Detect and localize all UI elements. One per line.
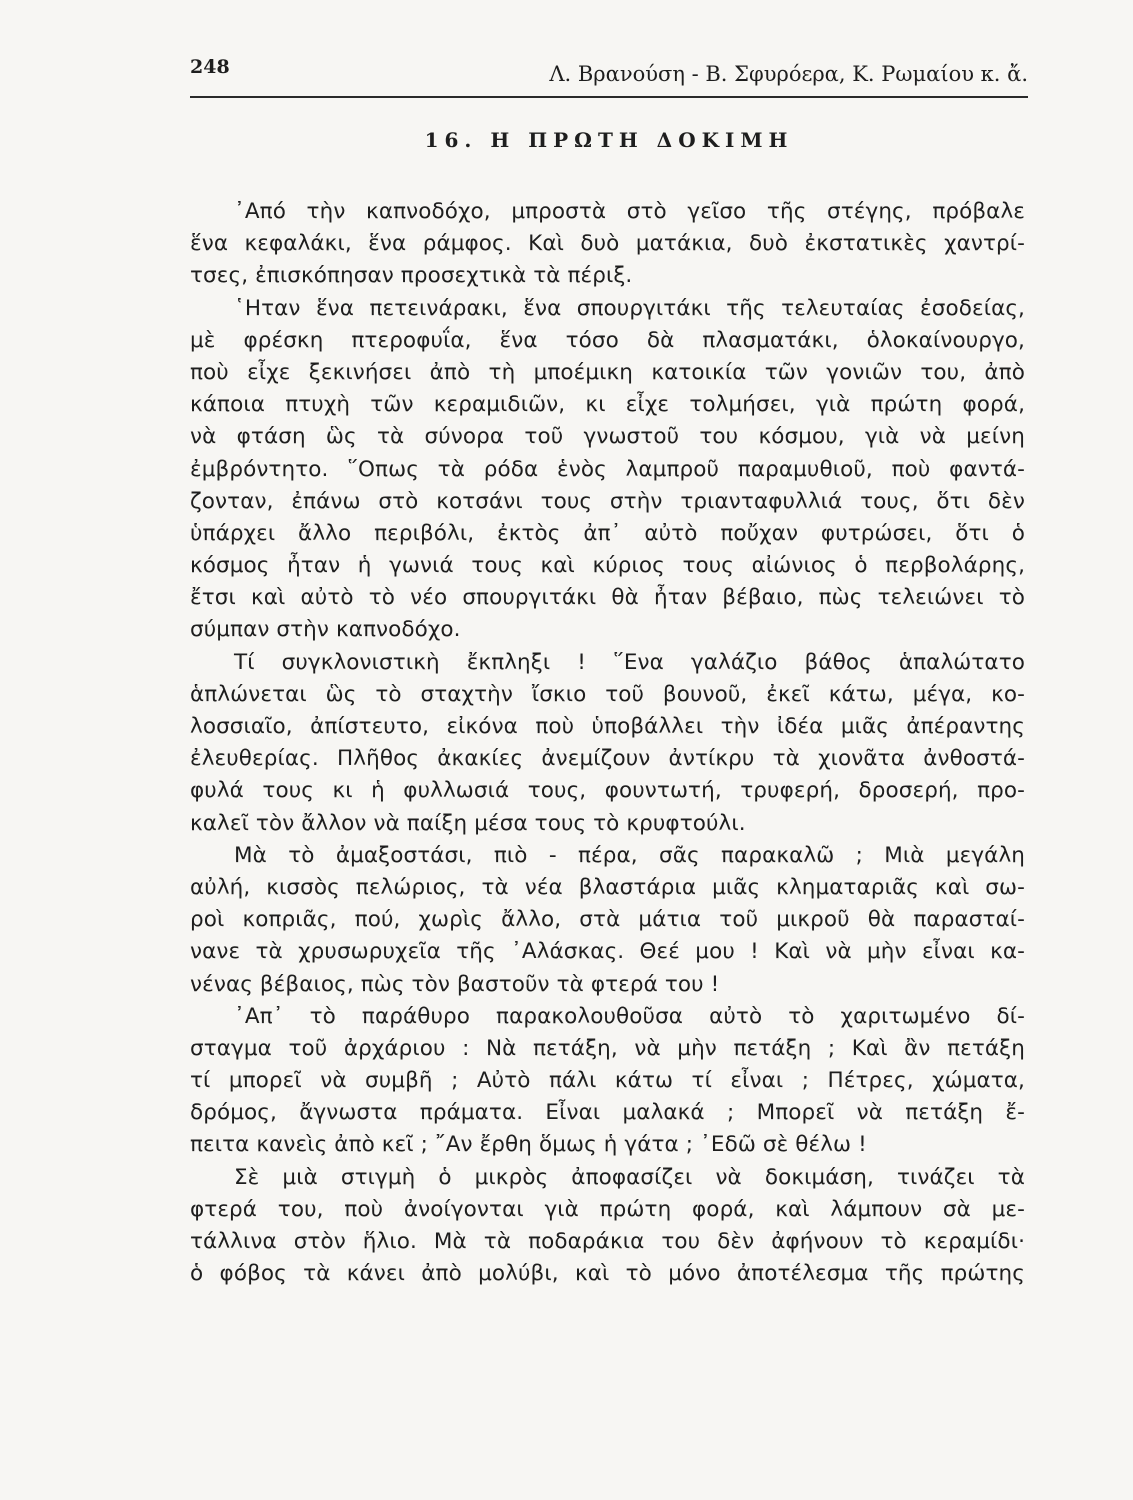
- page-header: [190, 52, 1028, 98]
- text-line: ῾Ηταν ἕνα πετεινάρακι, ἕνα σπουργιτάκι τῆς τελευταίας ἐσοδείας,: [234, 295, 1025, 321]
- text-line: δρόμος, ἄγνωστα πράματα. Εἶναι μαλακά ; Μπορεῖ νὰ πετάξη ἔ-: [190, 1100, 1025, 1126]
- text-line: φυλά τους κι ἡ φυλλωσιά τους, φουντωτή, τρυφερή, δροσερή, προ-: [190, 778, 1025, 804]
- text-line: κόσμος ἦταν ἡ γωνιά τους καὶ κύριος τους αἰώνιος ὁ περβολάρης,: [190, 553, 1025, 579]
- text-line: τάλλινα στὸν ἥλιο. Μὰ τὰ ποδαράκια του δὲν ἀφήνουν τὸ κεραμίδι·: [190, 1229, 1025, 1254]
- text-line: σταγμα τοῦ ἀρχάριου : Νὰ πετάξη, νὰ μὴν πετάξη ; Καὶ ἂν πετάξη: [190, 1035, 1025, 1061]
- text-line: τσες, ἐπισκόπησαν προσεχτικὰ τὰ πέριξ.: [190, 263, 633, 289]
- text-line: Τί συγκλονιστικὴ ἔκπληξι ! ῞Ενα γαλάζιο βάθος ἁπαλώτατο: [234, 649, 1025, 675]
- text-line: μὲ φρέσκη πτεροφυΐα, ἕνα τόσο δὰ πλασματάκι, ὁλοκαίνουργο,: [190, 327, 1025, 353]
- text-line: ᾿Απ᾿ τὸ παράθυρο παρακολουθοῦσα αὐτὸ τὸ χαριτωμένο δί-: [234, 1003, 1025, 1029]
- text-line: ζονταν, ἐπάνω στὸ κοτσάνι τους στὴν τριανταφυλλιά τους, ὅτι δὲν: [190, 488, 1025, 514]
- text-line: ὁ φόβος τὰ κάνει ἀπὸ μολύβι, καὶ τὸ μόνο ἀποτέλεσμα τῆς πρώτης: [190, 1261, 1025, 1287]
- text-line: ἔτσι καὶ αὐτὸ τὸ νέο σπουργιτάκι θὰ ἦταν βέβαιο, πὼς τελειώνει τὸ: [190, 585, 1025, 611]
- text-line: αὐλή, κισσὸς πελώριος, τὰ νέα βλαστάρια μιᾶς κληματαριᾶς καὶ σω-: [190, 874, 1025, 900]
- text-line: Σὲ μιὰ στιγμὴ ὁ μικρὸς ἀποφασίζει νὰ δοκιμάση, τινάζει τὰ: [234, 1164, 1025, 1190]
- text-line: ἐλευθερίας. Πλῆθος ἀκακίες ἀνεμίζουν ἀντίκρυ τὰ χιονᾶτα ἀνθοστά-: [190, 746, 1025, 772]
- chapter-title: 16. Η ΠΡΩΤΗ ΔΟΚΙΜΗ: [424, 128, 794, 152]
- text-line: ποὺ εἶχε ξεκινήσει ἀπὸ τὴ μποέμικη κατοικία τῶν γονιῶν του, ἀπὸ: [190, 359, 1025, 385]
- text-line: νανε τὰ χρυσωρυχεῖα τῆς ᾿Αλάσκας. Θεέ μου ! Καὶ νὰ μὴν εἶναι κα-: [190, 939, 1025, 965]
- text-line: Μὰ τὸ ἀμαξοστάσι, πιὸ - πέρα, σᾶς παρακαλῶ ; Μιὰ μεγάλη: [234, 842, 1025, 868]
- text-line: ἐμβρόντητο. ῞Οπως τὰ ρόδα ἑνὸς λαμπροῦ παραμυθιοῦ, ποὺ φαντά-: [190, 456, 1025, 482]
- text-line: φτερά του, ποὺ ἀνοίγονται γιὰ πρώτη φορά, καὶ λάμπουν σὰ με-: [190, 1196, 1025, 1222]
- text-line: κάποια πτυχὴ τῶν κεραμιδιῶν, κι εἶχε τολμήσει, γιὰ πρώτη φορά,: [190, 392, 1025, 418]
- text-line: ἕνα κεφαλάκι, ἕνα ράμφος. Καὶ δυὸ ματάκια, δυὸ ἐκστατικὲς χαντρί-: [190, 231, 1025, 257]
- text-line: νὰ φτάση ὣς τὰ σύνορα τοῦ γνωστοῦ του κόσμου, γιὰ νὰ μείνη: [190, 424, 1025, 450]
- text-line: ἁπλώνεται ὣς τὸ σταχτὴν ἴσκιο τοῦ βουνοῦ, ἐκεῖ κάτω, μέγα, κο-: [190, 681, 1025, 707]
- text-line: λοσσιαῖο, ἀπίστευτο, εἰκόνα ποὺ ὑποβάλλει τὴν ἰδέα μιᾶς ἀπέραντης: [190, 714, 1025, 739]
- running-head: Λ. Βρανούση - Β. Σφυρόερα, Κ. Ρωμαίου κ. ἄ.: [549, 62, 1028, 86]
- text-line: ροὶ κοπριᾶς, πού, χωρὶς ἄλλο, στὰ μάτια τοῦ μικροῦ θὰ παρασταί-: [190, 907, 1025, 933]
- body-text: [190, 196, 1025, 1290]
- text-line: ὑπάρχει ἄλλο περιβόλι, ἐκτὸς ἀπ᾿ αὐτὸ ποὔχαν φυτρώσει, ὅτι ὁ: [190, 520, 1025, 546]
- text-line: πειτα κανεὶς ἀπὸ κεῖ ; ῎Αν ἔρθη ὅμως ἡ γάτα ; ᾿Εδῶ σὲ θέλω !: [190, 1132, 867, 1158]
- text-line: σύμπαν στὴν καπνοδόχο.: [190, 617, 461, 643]
- text-line: νένας βέβαιος, πὼς τὸν βαστοῦν τὰ φτερά του !: [190, 971, 720, 997]
- text-line: τί μπορεῖ νὰ συμβῆ ; Αὐτὸ πάλι κάτω τί εἶναι ; Πέτρες, χώματα,: [190, 1068, 1025, 1094]
- text-line: καλεῖ τὸν ἄλλον νὰ παίξη μέσα τους τὸ κρυφτούλι.: [190, 810, 746, 836]
- page-number: 248: [190, 56, 230, 78]
- text-line: ᾿Από τὴν καπνοδόχο, μπροστὰ στὸ γεῖσο τῆς στέγης, πρόβαλε: [234, 199, 1025, 224]
